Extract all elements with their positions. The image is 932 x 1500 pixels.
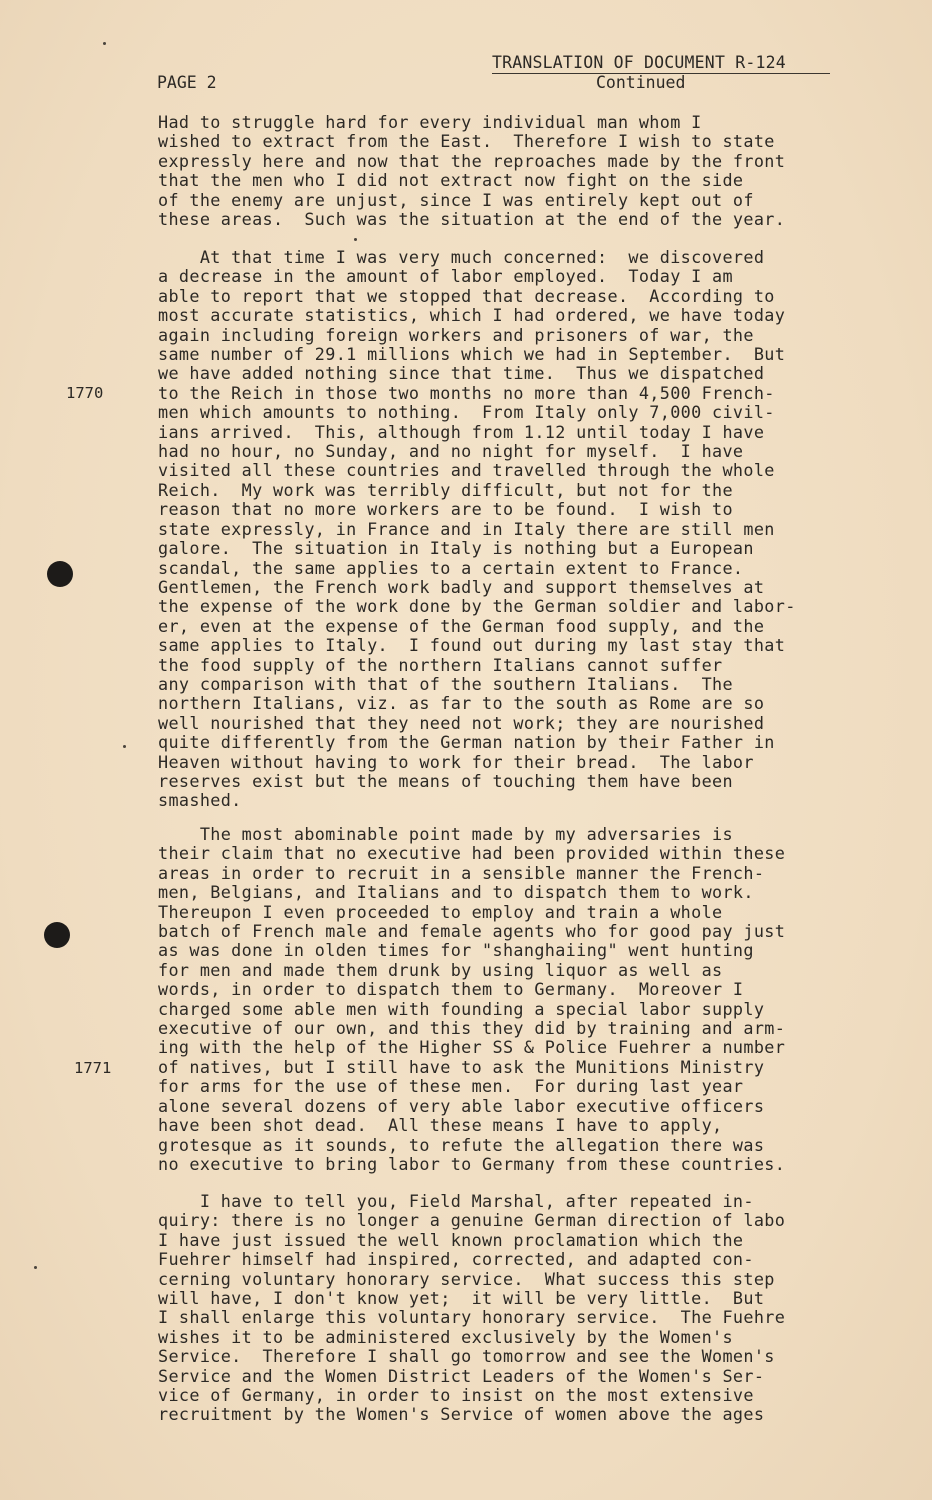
text-line: wished to extract from the East. Therefore I wish to state	[158, 131, 775, 152]
speck	[354, 238, 357, 241]
text-line: any comparison with that of the southern Italians. The	[158, 673, 733, 694]
text-line: wishes it to be administered exclusively by the Women's	[158, 1326, 733, 1347]
paragraph	[158, 248, 858, 811]
speck	[103, 42, 106, 45]
paragraph	[158, 825, 858, 1174]
text-line: scandal, the same applies to a certain extent to France.	[158, 557, 744, 578]
text-line: quite differently from the German nation by their Father in	[158, 732, 775, 753]
text-line: men, Belgians, and Italians and to dispatch them to work.	[158, 882, 754, 903]
text-line: I shall enlarge this voluntary honorary service. The Fuehre	[158, 1307, 786, 1328]
text-line: quiry: there is no longer a genuine German direction of labo	[158, 1210, 786, 1231]
text-line: for men and made them drunk by using liquor as well as	[158, 959, 723, 980]
text-line: the food supply of the northern Italians cannot suffer	[158, 654, 723, 675]
text-line: a decrease in the amount of labor employed. Today I am	[158, 266, 733, 287]
text-line: most accurate statistics, which I had ordered, we have today	[158, 305, 786, 326]
text-line: visited all these countries and travelled through the whole	[158, 460, 775, 481]
text-line: as was done in olden times for "shanghaiing" went hunting	[158, 940, 754, 961]
text-line: Fuehrer himself had inspired, corrected, and adapted con-	[158, 1249, 754, 1270]
text-line: vice of Germany, in order to insist on the most extensive	[158, 1385, 754, 1406]
text-line: smashed.	[158, 790, 242, 811]
speck	[34, 1266, 37, 1269]
text-line: the expense of the work done by the German soldier and labor-	[158, 596, 796, 617]
text-line: Heaven without having to work for their bread. The labor	[158, 751, 754, 772]
text-line: Reich. My work was terribly difficult, but not for the	[158, 479, 733, 500]
document-title: TRANSLATION OF DOCUMENT R-124	[492, 54, 830, 74]
text-line: executive of our own, and this they did by training and arm-	[158, 1018, 786, 1039]
text-line: again including foreign workers and prisoners of war, the	[158, 324, 754, 345]
text-line: At that time I was very much concerned: we discovered	[158, 247, 765, 267]
text-line: expressly here and now that the reproaches made by the front	[158, 150, 786, 171]
text-line: state expressly, in France and in Italy there are still men	[158, 518, 775, 539]
text-line: grotesque as it sounds, to refute the allegation there was	[158, 1134, 765, 1155]
text-line: of the enemy are unjust, since I was entirely kept out of	[158, 189, 754, 210]
text-line: no executive to bring labor to Germany from these countries.	[158, 1153, 786, 1174]
text-line: for arms for the use of these men. For during last year	[158, 1076, 744, 1097]
text-line: Thereupon I even proceeded to employ and train a whole	[158, 901, 723, 922]
text-line: er, even at the expense of the German food supply, and the	[158, 615, 765, 636]
text-line: I have to tell you, Field Marshal, after repeated in-	[158, 1191, 754, 1211]
text-line: areas in order to recruit in a sensible manner the French-	[158, 862, 765, 883]
text-line: ians arrived. This, although from 1.12 until today I have	[158, 421, 765, 442]
text-line: same number of 29.1 millions which we had in September. But	[158, 344, 786, 365]
text-line: alone several dozens of very able labor executive officers	[158, 1095, 765, 1116]
text-line: have been shot dead. All these means I have to apply,	[158, 1115, 723, 1136]
text-line: cerning voluntary honorary service. What success this step	[158, 1268, 775, 1289]
text-line: will have, I don't know yet; it will be very little. But	[158, 1288, 765, 1309]
text-line: Gentlemen, the French work badly and support themselves at	[158, 576, 765, 597]
paragraph	[158, 113, 858, 229]
text-line: had no hour, no Sunday, and no night for myself. I have	[158, 441, 744, 462]
text-line: reserves exist but the means of touching them have been	[158, 770, 733, 791]
text-line: to the Reich in those two months no more than 4,500 French-	[158, 382, 775, 403]
punch-hole	[47, 561, 73, 587]
speck	[123, 745, 126, 748]
text-line: reason that no more workers are to be found. I wish to	[158, 499, 733, 520]
text-line: recruitment by the Women's Service of women above the ages	[158, 1404, 765, 1425]
margin-number: 1770	[66, 384, 104, 402]
text-line: batch of French male and female agents who for good pay just	[158, 921, 786, 942]
text-line: well nourished that they need not work; they are nourished	[158, 712, 765, 733]
text-line: their claim that no executive had been provided within these	[158, 843, 786, 864]
text-line: galore. The situation in Italy is nothing but a European	[158, 538, 754, 559]
text-line: these areas. Such was the situation at the end of the year.	[158, 209, 786, 230]
text-line: that the men who I did not extract now fight on the side	[158, 170, 744, 191]
text-line: men which amounts to nothing. From Italy only 7,000 civil-	[158, 402, 775, 423]
text-line: we have added nothing since that time. Thus we dispatched	[158, 363, 765, 384]
paragraph	[158, 1192, 858, 1425]
document-subtitle: Continued	[596, 73, 686, 92]
text-line: Service. Therefore I shall go tomorrow and see the Women's	[158, 1346, 775, 1367]
text-line: same applies to Italy. I found out during my last stay that	[158, 635, 786, 656]
text-line: The most abominable point made by my adversaries is	[158, 824, 733, 844]
margin-number: 1771	[74, 1059, 112, 1077]
text-line: of natives, but I still have to ask the Munitions Ministry	[158, 1056, 765, 1077]
text-line: charged some able men with founding a special labor supply	[158, 998, 765, 1019]
text-line: able to report that we stopped that decrease. According to	[158, 285, 775, 306]
text-line: northern Italians, viz. as far to the south as Rome are so	[158, 693, 765, 714]
page-number: PAGE 2	[157, 73, 217, 92]
text-line: Service and the Women District Leaders of the Women's Ser-	[158, 1365, 765, 1386]
punch-hole	[44, 922, 70, 948]
text-line: words, in order to dispatch them to Germany. Moreover I	[158, 979, 744, 1000]
text-line: ing with the help of the Higher SS & Police Fuehrer a number	[158, 1037, 786, 1058]
text-line: Had to struggle hard for every individual man whom I	[158, 112, 702, 132]
text-line: I have just issued the well known proclamation which the	[158, 1229, 744, 1250]
